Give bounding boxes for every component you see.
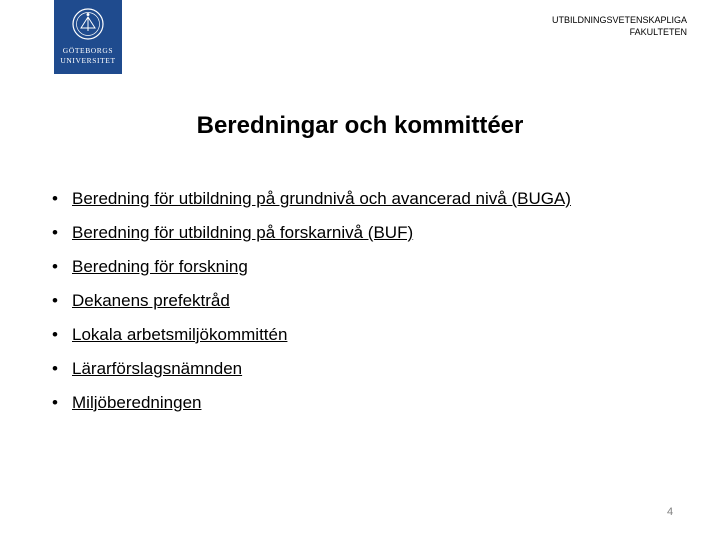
list-item-forskning — [52, 256, 652, 277]
bullet-icon: • — [52, 393, 58, 412]
list-item-buga — [52, 188, 652, 209]
seal-icon — [54, 0, 122, 46]
faculty-name-line2: FAKULTETEN — [629, 27, 687, 37]
list-item-buf — [52, 222, 652, 243]
link-prefektrad[interactable]: Dekanens prefektråd — [72, 291, 230, 310]
bullet-icon: • — [52, 189, 58, 208]
page-number: 4 — [667, 506, 674, 518]
link-buf[interactable]: Beredning för utbildning på forskarnivå (BUF) — [72, 223, 414, 242]
bullet-icon: • — [52, 223, 58, 242]
committee-list — [52, 188, 652, 426]
link-lararforslag[interactable]: Lärarförslagsnämnden — [72, 359, 243, 378]
university-logo — [54, 0, 122, 74]
logo-text-line1: GÖTEBORGS — [62, 46, 114, 55]
faculty-name-line1: UTBILDNINGSVETENSKAPLIGA — [551, 15, 687, 25]
link-miljo[interactable]: Miljöberedningen — [72, 393, 202, 412]
bullet-icon: • — [52, 291, 58, 310]
link-forskning[interactable]: Beredning för forskning — [72, 257, 248, 276]
list-item-miljo — [52, 392, 652, 413]
logo-text-line2: UNIVERSITET — [60, 56, 116, 65]
link-arbetsmiljo[interactable]: Lokala arbetsmiljökommittén — [72, 325, 288, 344]
faculty-name — [552, 14, 687, 38]
bullet-icon: • — [52, 359, 58, 378]
bullet-icon: • — [52, 325, 58, 344]
bullet-icon: • — [52, 257, 58, 276]
list-item-arbetsmiljo — [52, 324, 652, 345]
list-item-lararforslag — [52, 358, 652, 379]
list-item-prefektrad — [52, 290, 652, 311]
link-buga[interactable]: Beredning för utbildning på grundnivå och avancerad nivå (BUGA) — [72, 189, 571, 208]
slide-title: Beredningar och kommittéer — [196, 112, 524, 139]
